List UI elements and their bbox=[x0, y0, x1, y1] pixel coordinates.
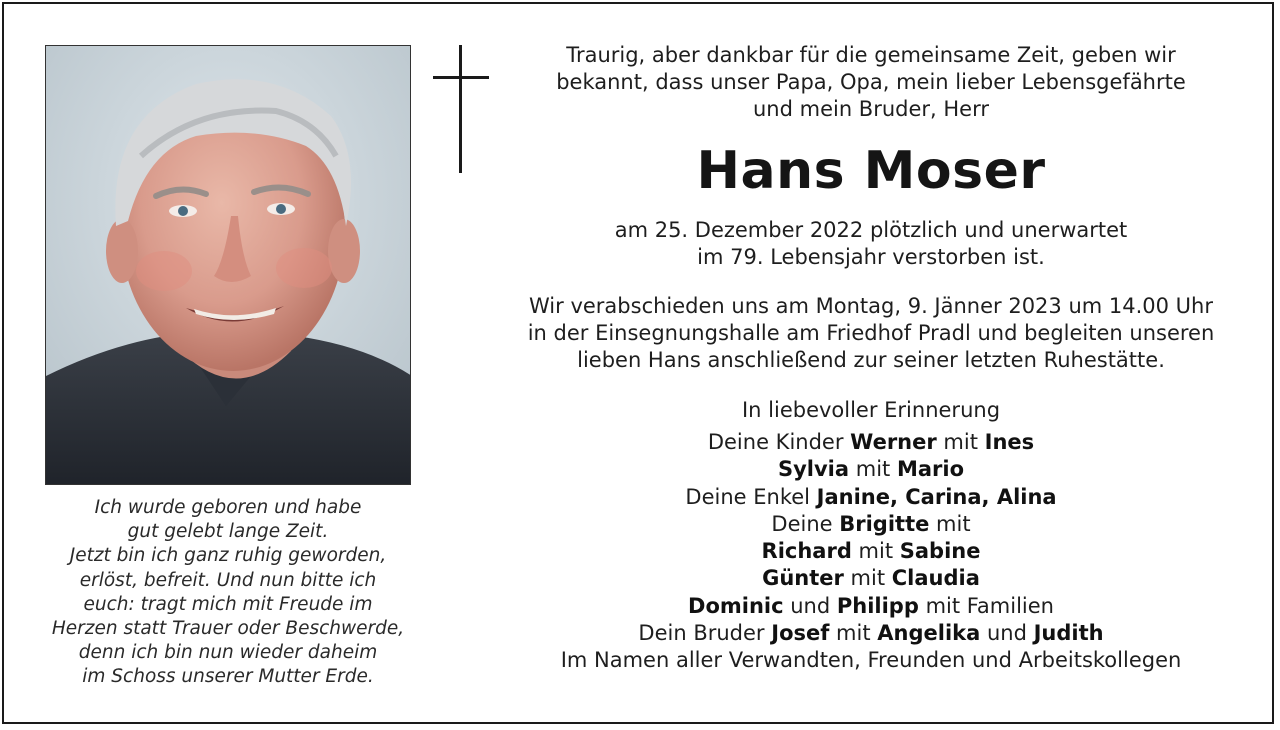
death-text bbox=[500, 217, 1242, 271]
family-name: Ines bbox=[984, 430, 1035, 454]
poem-line: erlöst, befreit. Und nun bitte ich bbox=[79, 569, 377, 591]
family-name: Angelika bbox=[877, 621, 981, 646]
funeral-line: lieben Hans anschließend zur seiner letzten Ruhestätte. bbox=[577, 348, 1165, 372]
family-text: und bbox=[783, 593, 837, 618]
intro-line: Traurig, aber dankbar für die gemeinsame Zeit, geben wir bbox=[566, 43, 1176, 67]
family-text: mit bbox=[851, 539, 900, 564]
family-line-dominic bbox=[500, 593, 1242, 620]
cross-icon bbox=[433, 45, 489, 173]
family-text: und bbox=[980, 621, 1034, 646]
funeral-line: in der Einsegnungshalle am Friedhof Pradl und begleiten unseren bbox=[527, 321, 1215, 345]
poem-line: Jetzt bin ich ganz ruhig geworden, bbox=[69, 545, 387, 567]
family-name: Brigitte bbox=[839, 511, 930, 536]
funeral-line: Wir verabschieden uns am Montag, 9. Jänner 2023 um 14.00 Uhr bbox=[529, 294, 1213, 318]
family-name: Richard bbox=[761, 539, 852, 564]
intro-line: und mein Bruder, Herr bbox=[752, 97, 989, 121]
family-name: Günter bbox=[762, 566, 844, 591]
family-name: Mario bbox=[896, 457, 965, 482]
memory-heading: In liebevoller Erinnerung bbox=[741, 398, 1001, 422]
family-line-children bbox=[500, 429, 1242, 456]
family-list bbox=[500, 429, 1242, 675]
family-line-guenter bbox=[500, 565, 1242, 592]
family-name: Dominic bbox=[688, 593, 784, 618]
poem-line: Herzen statt Trauer oder Beschwerde, bbox=[51, 618, 405, 640]
family-text: mit bbox=[929, 511, 971, 536]
family-text: mit bbox=[849, 457, 897, 482]
portrait-illustration bbox=[46, 46, 411, 485]
death-line: am 25. Dezember 2022 plötzlich und unerwartet bbox=[614, 218, 1128, 242]
notice-text bbox=[500, 42, 1242, 675]
family-line-partner bbox=[500, 511, 1242, 538]
family-text: Deine Kinder bbox=[707, 430, 851, 454]
family-line-richard bbox=[500, 538, 1242, 565]
portrait-photo bbox=[45, 45, 411, 485]
intro-line: bekannt, dass unser Papa, Opa, mein lieber Lebensgefährte bbox=[556, 70, 1186, 94]
poem-line: gut gelebt lange Zeit. bbox=[127, 521, 329, 543]
family-name: Claudia bbox=[891, 566, 980, 591]
poem-line: im Schoss unserer Mutter Erde. bbox=[82, 666, 374, 688]
death-line: im 79. Lebensjahr verstorben ist. bbox=[697, 245, 1045, 269]
family-name: Janine, Carina, Alina bbox=[816, 484, 1057, 509]
poem bbox=[28, 496, 428, 690]
poem-line: euch: tragt mich mit Freude im bbox=[83, 593, 373, 615]
family-line-brother bbox=[500, 620, 1242, 647]
family-line-grandchildren bbox=[500, 484, 1242, 511]
deceased-name: Hans Moser bbox=[696, 141, 1046, 201]
family-name: Judith bbox=[1033, 621, 1104, 646]
poem-line: Ich wurde geboren und habe bbox=[94, 497, 362, 518]
family-line-relatives: Im Namen aller Verwandten, Freunden und Arbeitskollegen bbox=[560, 648, 1182, 673]
family-text: mit bbox=[843, 566, 892, 591]
family-line-daughter bbox=[500, 456, 1242, 483]
family-text: mit bbox=[829, 621, 878, 646]
intro-text bbox=[500, 42, 1242, 123]
poem-line: denn ich bin nun wieder daheim bbox=[78, 642, 378, 664]
family-name: Josef bbox=[771, 621, 830, 646]
family-text: mit Familien bbox=[918, 593, 1054, 618]
family-name: Werner bbox=[850, 430, 937, 454]
funeral-text bbox=[500, 293, 1242, 374]
family-text: mit bbox=[936, 430, 985, 454]
family-name: Philipp bbox=[836, 593, 919, 618]
family-text: Dein Bruder bbox=[638, 621, 772, 646]
family-text: Deine Enkel bbox=[685, 484, 817, 509]
family-text: Deine bbox=[771, 511, 840, 536]
family-name: Sabine bbox=[899, 539, 981, 564]
family-name: Sylvia bbox=[777, 457, 850, 482]
